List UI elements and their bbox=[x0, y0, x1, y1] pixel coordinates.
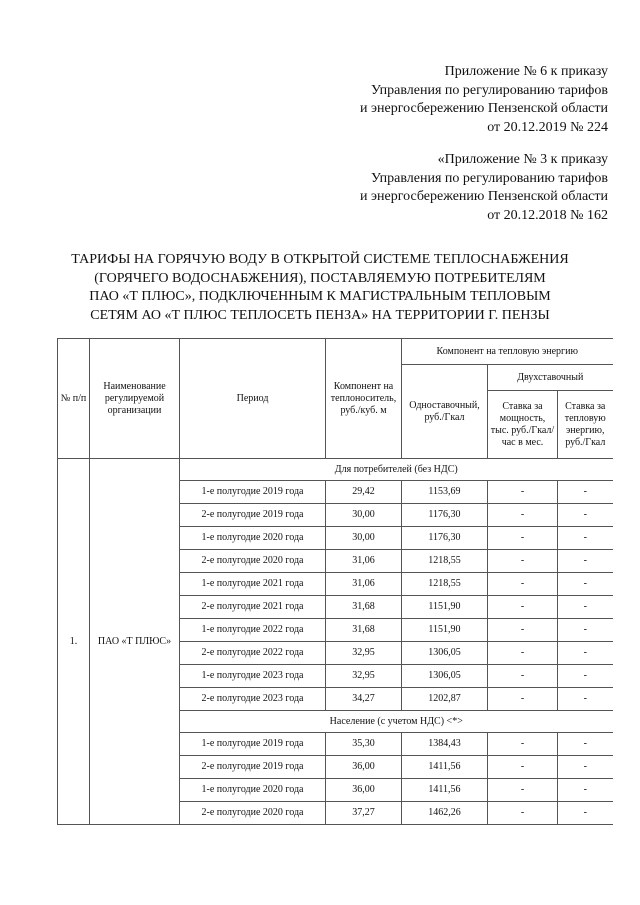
carrier-cell: 31,06 bbox=[326, 550, 402, 573]
capacity-rate-cell: - bbox=[488, 802, 558, 825]
carrier-cell: 31,68 bbox=[326, 596, 402, 619]
energy-rate-cell: - bbox=[558, 504, 613, 527]
title-line4: СЕТЯМ АО «Т ПЛЮС ТЕПЛОСЕТЬ ПЕНЗА» НА ТЕРРИТОРИИ Г. ПЕНЗЫ bbox=[90, 307, 550, 323]
period-cell: 2-е полугодие 2021 года bbox=[180, 596, 326, 619]
header-carrier: Компонент на теплоноситель, руб./куб. м bbox=[326, 339, 402, 459]
appendix-current-line2: Управления по регулированию тарифов bbox=[370, 82, 608, 98]
capacity-rate-cell: - bbox=[488, 481, 558, 504]
header-two-part: Двухставочный bbox=[488, 365, 613, 391]
appendix-original-line2: Управления по регулированию тарифов bbox=[370, 170, 608, 186]
appendix-original-line1: «Приложение № 3 к приказу bbox=[437, 152, 608, 167]
carrier-cell: 34,27 bbox=[326, 688, 402, 711]
energy-rate-cell: - bbox=[558, 642, 613, 665]
capacity-rate-cell: - bbox=[488, 619, 558, 642]
energy-rate-cell: - bbox=[558, 573, 613, 596]
energy-rate-cell: - bbox=[558, 619, 613, 642]
one-part-cell: 1306,05 bbox=[402, 642, 488, 665]
energy-rate-cell: - bbox=[558, 481, 613, 504]
org-name: ПАО «Т ПЛЮС» bbox=[90, 459, 180, 825]
header-one-part: Одноставочный, руб./Гкал bbox=[402, 365, 488, 459]
title-line2: (ГОРЯЧЕГО ВОДОСНАБЖЕНИЯ), ПОСТАВЛЯЕМУЮ ПОТРЕБИТЕЛЯМ bbox=[94, 270, 546, 286]
header-capacity-rate: Ставка за мощность, тыс. руб./Гкал/час в мес. bbox=[488, 391, 558, 459]
energy-rate-cell: - bbox=[558, 688, 613, 711]
carrier-cell: 32,95 bbox=[326, 665, 402, 688]
section-row bbox=[58, 459, 613, 481]
capacity-rate-cell: - bbox=[488, 642, 558, 665]
one-part-cell: 1384,43 bbox=[402, 733, 488, 756]
period-cell: 2-е полугодие 2023 года bbox=[180, 688, 326, 711]
carrier-cell: 31,68 bbox=[326, 619, 402, 642]
period-cell: 1-е полугодие 2020 года bbox=[180, 779, 326, 802]
capacity-rate-cell: - bbox=[488, 527, 558, 550]
energy-rate-cell: - bbox=[558, 756, 613, 779]
one-part-cell: 1176,30 bbox=[402, 504, 488, 527]
one-part-cell: 1218,55 bbox=[402, 573, 488, 596]
period-cell: 1-е полугодие 2019 года bbox=[180, 733, 326, 756]
appendix-current-block bbox=[360, 63, 608, 137]
capacity-rate-cell: - bbox=[488, 665, 558, 688]
carrier-cell: 31,06 bbox=[326, 573, 402, 596]
one-part-cell: 1306,05 bbox=[402, 665, 488, 688]
carrier-cell: 37,27 bbox=[326, 802, 402, 825]
header-num: № п/п bbox=[58, 339, 90, 459]
energy-rate-cell: - bbox=[558, 802, 613, 825]
energy-rate-cell: - bbox=[558, 596, 613, 619]
period-cell: 1-е полугодие 2019 года bbox=[180, 481, 326, 504]
period-cell: 2-е полугодие 2020 года bbox=[180, 550, 326, 573]
header-energy-group: Компонент на тепловую энергию bbox=[402, 339, 613, 365]
header-period: Период bbox=[180, 339, 326, 459]
one-part-cell: 1411,56 bbox=[402, 756, 488, 779]
one-part-cell: 1151,90 bbox=[402, 619, 488, 642]
capacity-rate-cell: - bbox=[488, 550, 558, 573]
capacity-rate-cell: - bbox=[488, 779, 558, 802]
capacity-rate-cell: - bbox=[488, 504, 558, 527]
period-cell: 1-е полугодие 2020 года bbox=[180, 527, 326, 550]
header-org: Наименование регулируемой организации bbox=[90, 339, 180, 459]
appendix-current-line3: и энергосбережению Пензенской области bbox=[360, 101, 608, 116]
capacity-rate-cell: - bbox=[488, 733, 558, 756]
carrier-cell: 32,95 bbox=[326, 642, 402, 665]
section-title: Для потребителей (без НДС) bbox=[180, 459, 613, 481]
capacity-rate-cell: - bbox=[488, 596, 558, 619]
period-cell: 1-е полугодие 2022 года bbox=[180, 619, 326, 642]
appendix-original-block bbox=[360, 151, 608, 225]
section-title: Население (с учетом НДС) <*> bbox=[180, 711, 613, 733]
capacity-rate-cell: - bbox=[488, 688, 558, 711]
energy-rate-cell: - bbox=[558, 779, 613, 802]
table-body bbox=[58, 459, 613, 825]
energy-rate-cell: - bbox=[558, 550, 613, 573]
one-part-cell: 1411,56 bbox=[402, 779, 488, 802]
energy-rate-cell: - bbox=[558, 527, 613, 550]
energy-rate-cell: - bbox=[558, 665, 613, 688]
period-cell: 2-е полугодие 2019 года bbox=[180, 504, 326, 527]
tariff-table bbox=[57, 338, 613, 825]
title-line1: ТАРИФЫ НА ГОРЯЧУЮ ВОДУ В ОТКРЫТОЙ СИСТЕМЕ ТЕПЛОСНАБЖЕНИЯ bbox=[71, 252, 569, 267]
carrier-cell: 30,00 bbox=[326, 504, 402, 527]
one-part-cell: 1202,87 bbox=[402, 688, 488, 711]
energy-rate-cell: - bbox=[558, 733, 613, 756]
one-part-cell: 1153,69 bbox=[402, 481, 488, 504]
one-part-cell: 1151,90 bbox=[402, 596, 488, 619]
carrier-cell: 35,30 bbox=[326, 733, 402, 756]
appendix-current-line1: Приложение № 6 к приказу bbox=[444, 64, 608, 79]
document-title bbox=[40, 251, 600, 325]
period-cell: 1-е полугодие 2023 года bbox=[180, 665, 326, 688]
carrier-cell: 29,42 bbox=[326, 481, 402, 504]
one-part-cell: 1462,26 bbox=[402, 802, 488, 825]
carrier-cell: 36,00 bbox=[326, 779, 402, 802]
one-part-cell: 1176,30 bbox=[402, 527, 488, 550]
capacity-rate-cell: - bbox=[488, 756, 558, 779]
period-cell: 2-е полугодие 2022 года bbox=[180, 642, 326, 665]
appendix-current-line4: от 20.12.2019 № 224 bbox=[487, 119, 608, 135]
carrier-cell: 30,00 bbox=[326, 527, 402, 550]
header-energy-rate: Ставка за тепловую энергию, руб./Гкал bbox=[558, 391, 613, 459]
appendix-original-line4: от 20.12.2018 № 162 bbox=[487, 207, 608, 223]
period-cell: 2-е полугодие 2019 года bbox=[180, 756, 326, 779]
carrier-cell: 36,00 bbox=[326, 756, 402, 779]
capacity-rate-cell: - bbox=[488, 573, 558, 596]
period-cell: 1-е полугодие 2021 года bbox=[180, 573, 326, 596]
appendix-original-line3: и энергосбережению Пензенской области bbox=[360, 189, 608, 204]
one-part-cell: 1218,55 bbox=[402, 550, 488, 573]
title-line3: ПАО «Т ПЛЮС», ПОДКЛЮЧЕННЫМ К МАГИСТРАЛЬНЫМ ТЕПЛОВЫМ bbox=[89, 289, 551, 304]
row-number: 1. bbox=[58, 459, 90, 825]
period-cell: 2-е полугодие 2020 года bbox=[180, 802, 326, 825]
